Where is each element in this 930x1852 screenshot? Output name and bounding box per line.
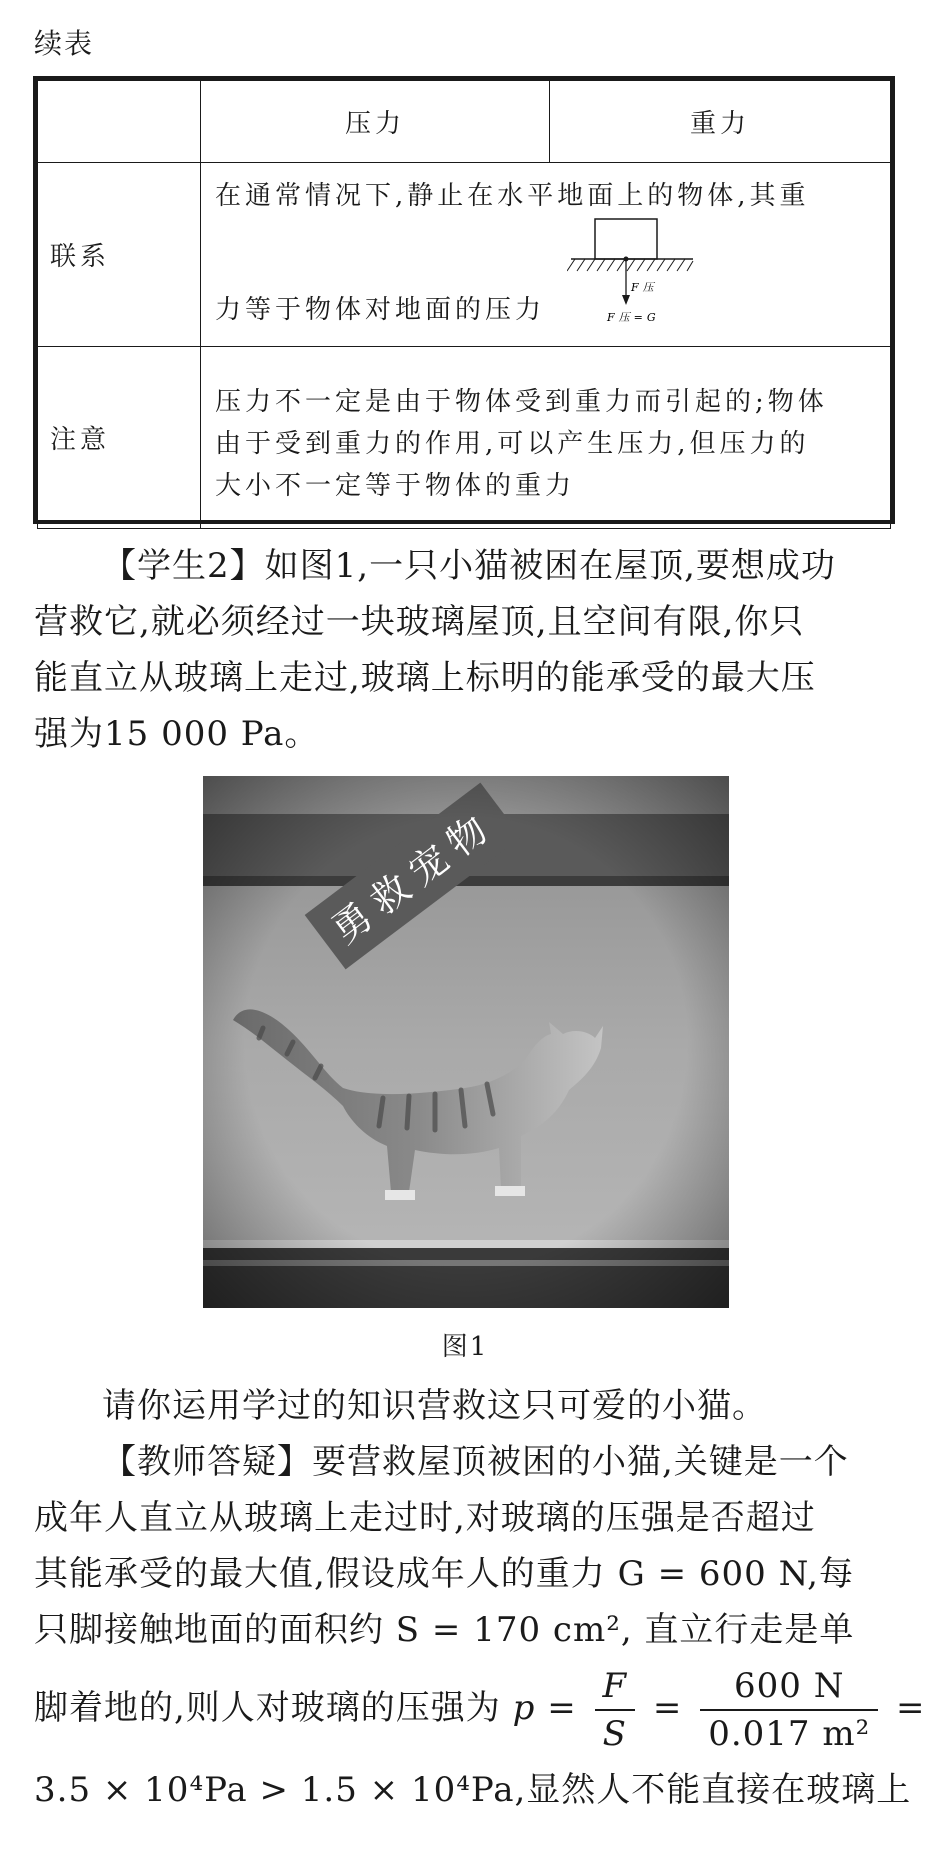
paragraph-line: 3.5 × 10⁴Pa > 1.5 × 10⁴Pa,显然人不能直接在玻璃上 bbox=[34, 1770, 912, 1810]
fraction-numerator: F bbox=[595, 1663, 636, 1711]
table-header-gravity: 重力 bbox=[550, 81, 891, 163]
relation-cell bbox=[201, 163, 891, 347]
relation-text-line1: 在通常情况下,静止在水平地面上的物体,其重 bbox=[215, 181, 810, 211]
continued-table-label: 续表 bbox=[34, 27, 95, 60]
fraction-numerator: 600 N bbox=[700, 1663, 878, 1711]
fraction-denominator: 0.017 m² bbox=[708, 1714, 871, 1754]
equals-sign: = bbox=[896, 1688, 926, 1728]
student2-paragraph bbox=[34, 538, 896, 762]
equals-sign: = bbox=[652, 1688, 683, 1728]
table-header-empty bbox=[38, 81, 201, 163]
force-label: F压 bbox=[631, 281, 658, 294]
fraction-denominator: S bbox=[602, 1714, 627, 1754]
cat-on-glass-roof-photo bbox=[203, 776, 729, 1308]
paragraph-line: 【教师答疑】要营救屋顶被困的小猫,关键是一个 bbox=[102, 1442, 849, 1482]
paragraph-line: 营救它,就必须经过一块玻璃屋顶,且空间有限,你只 bbox=[34, 602, 805, 642]
fraction-values bbox=[700, 1663, 878, 1757]
comparison-table bbox=[33, 76, 895, 524]
paragraph-line: 强为15 000 Pa。 bbox=[34, 714, 320, 754]
row-label-relation: 联系 bbox=[38, 163, 201, 347]
figure-caption: 图1 bbox=[441, 1332, 489, 1362]
note-cell bbox=[201, 347, 891, 529]
note-line: 大小不一定等于物体的重力 bbox=[215, 470, 576, 501]
formula-line bbox=[34, 1654, 926, 1762]
fraction-f-over-s bbox=[595, 1663, 636, 1757]
row-label-note: 注意 bbox=[38, 347, 201, 529]
note-line: 压力不一定是由于物体受到重力而引起的;物体 bbox=[215, 386, 828, 417]
formula-p: p = bbox=[512, 1688, 577, 1728]
paragraph-line: 其能承受的最大值,假设成年人的重力 G = 600 N,每 bbox=[34, 1554, 854, 1594]
table-header-pressure: 压力 bbox=[201, 81, 550, 163]
formula-prefix: 脚着地的,则人对玻璃的压强为 bbox=[34, 1688, 501, 1728]
relation-text-line2: 力等于物体对地面的压力 bbox=[215, 295, 546, 325]
pressure-block-diagram bbox=[567, 217, 697, 337]
paragraph-line: 只脚接触地面的面积约 S = 170 cm², 直立行走是单 bbox=[34, 1610, 855, 1650]
paragraph-line: 能直立从玻璃上走过,玻璃上标明的能承受的最大压 bbox=[34, 658, 816, 698]
paragraph-line: 【学生2】如图1,一只小猫被困在屋顶,要想成功 bbox=[102, 546, 836, 586]
note-line: 由于受到重力的作用,可以产生压力,但压力的 bbox=[215, 428, 810, 459]
force-equation-label: F压=G bbox=[607, 311, 660, 324]
paragraph-line: 成年人直立从玻璃上走过时,对玻璃的压强是否超过 bbox=[34, 1498, 816, 1538]
teacher-answer-paragraph bbox=[34, 1434, 926, 1818]
prompt-paragraph: 请你运用学过的知识营救这只可爱的小猫。 bbox=[102, 1386, 767, 1426]
